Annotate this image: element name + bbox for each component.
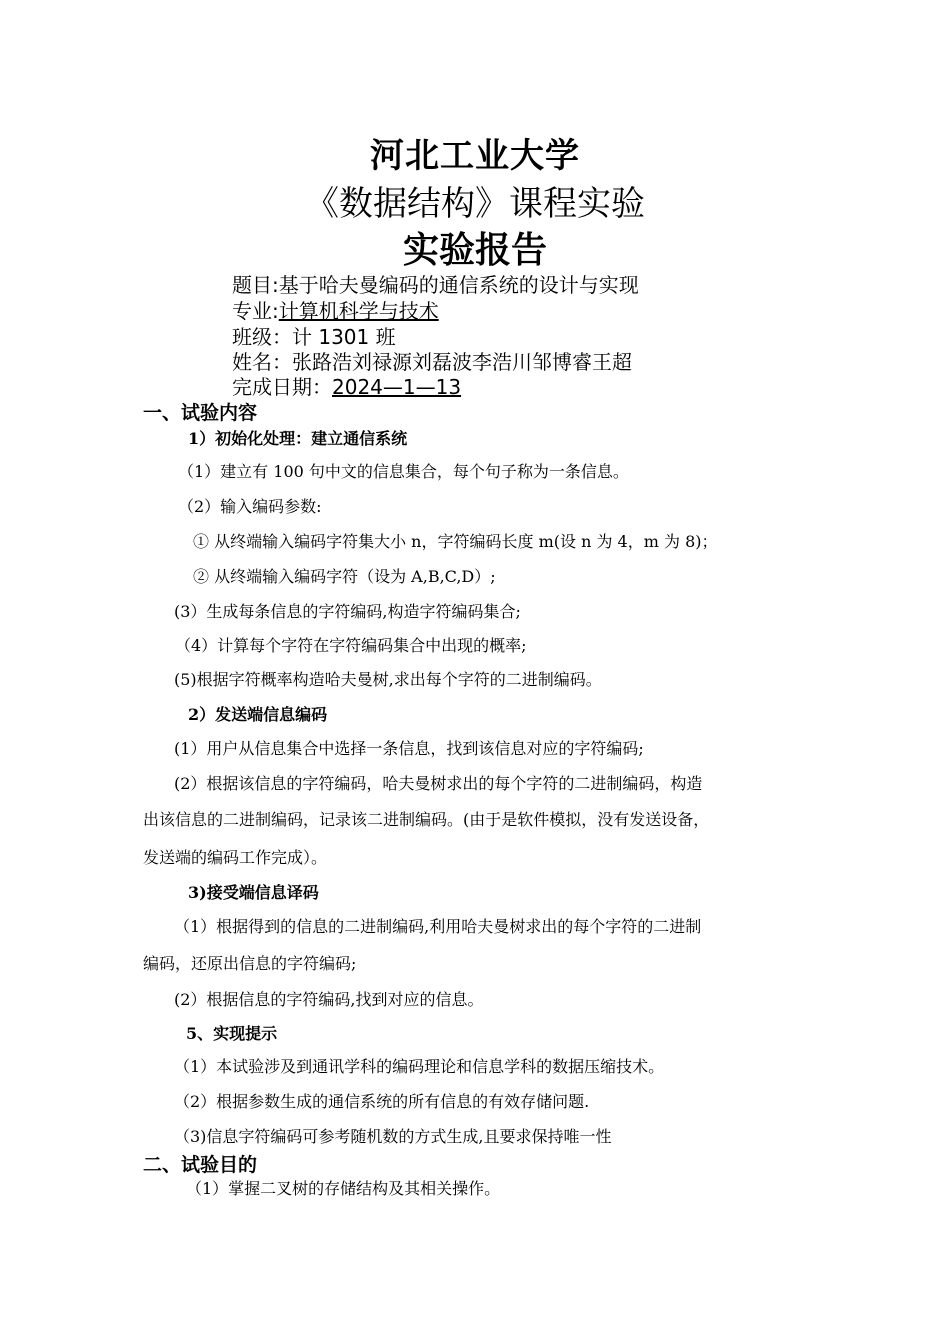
date-line <box>232 374 461 400</box>
class-value: 计 1301 班 <box>292 325 396 349</box>
section2-line: （1）掌握二叉树的存储结构及其相关操作。 <box>186 1179 501 1198</box>
names-line <box>232 349 632 375</box>
sub2-line: (1）用户从信息集合中选择一条信息，找到该信息对应的字符编码; <box>174 739 644 758</box>
sub3-heading: 3)接受端信息译码 <box>188 883 319 902</box>
sub1-line: （1）建立有 100 句中文的信息集合，每个句子称为一条信息。 <box>178 462 629 481</box>
sub5-heading: 5、实现提示 <box>186 1024 278 1043</box>
topic-line <box>232 272 639 298</box>
course-title: 《数据结构》课程实验 <box>305 184 645 224</box>
major-value: 计算机科学与技术 <box>278 299 439 323</box>
section2-heading: 二、试验目的 <box>143 1154 258 1176</box>
sub2-line: (2）根据该信息的字符编码，哈夫曼树求出的每个字符的二进制编码，构造 <box>174 774 703 793</box>
sub1-heading: 1）初始化处理：建立通信系统 <box>188 429 408 448</box>
major-line <box>232 298 439 324</box>
sub1-line: ② 从终端输入编码字符（设为 A,B,C,D）; <box>193 567 496 586</box>
topic-label: 题目: <box>232 273 279 297</box>
section1-heading: 一、试验内容 <box>143 402 258 424</box>
sub2-heading: 2）发送端信息编码 <box>188 705 328 724</box>
sub1-line: (5)根据字符概率构造哈夫曼树,求出每个字符的二进制编码。 <box>174 670 602 689</box>
sub1-line: （4）计算每个字符在字符编码集合中出现的概率; <box>175 636 527 655</box>
class-label: 班级： <box>232 325 292 349</box>
sub1-line: (3）生成每条信息的字符编码,构造字符编码集合; <box>174 602 521 621</box>
date-value: 2024—1—13 <box>332 375 462 399</box>
sub5-line: （3)信息字符编码可参考随机数的方式生成,且要求保持唯一性 <box>174 1127 612 1146</box>
names-label: 姓名： <box>232 350 292 374</box>
sub5-line: （2）根据参数生成的通信系统的所有信息的有效存储问题. <box>174 1092 590 1111</box>
names-value: 张路浩刘禄源刘磊波李浩川邹博睿王超 <box>292 350 632 374</box>
sub3-line: (2）根据信息的字符编码,找到对应的信息。 <box>174 990 484 1009</box>
sub3-line: （1）根据得到的信息的二进制编码,利用哈夫曼树求出的每个字符的二进制 <box>174 917 702 936</box>
sub2-line: 发送端的编码工作完成）。 <box>143 848 328 867</box>
university-title: 河北工业大学 <box>370 136 580 176</box>
sub5-line: （1）本试验涉及到通讯学科的编码理论和信息学科的数据压缩技术。 <box>174 1057 665 1076</box>
report-title: 实验报告 <box>402 230 547 271</box>
sub3-line: 编码，还原出信息的字符编码; <box>143 954 357 973</box>
class-line <box>232 324 396 350</box>
date-label: 完成日期： <box>232 375 332 399</box>
sub1-line: ① 从终端输入编码字符集大小 n，字符编码长度 m(设 n 为 4，m 为 8)； <box>193 532 718 551</box>
major-label: 专业: <box>232 299 279 323</box>
sub2-line: 出该信息的二进制编码，记录该二进制编码。(由于是软件模拟，没有发送设备， <box>143 810 710 829</box>
sub1-line: （2）输入编码参数: <box>178 497 322 516</box>
topic-value: 基于哈夫曼编码的通信系统的设计与实现 <box>278 273 639 297</box>
